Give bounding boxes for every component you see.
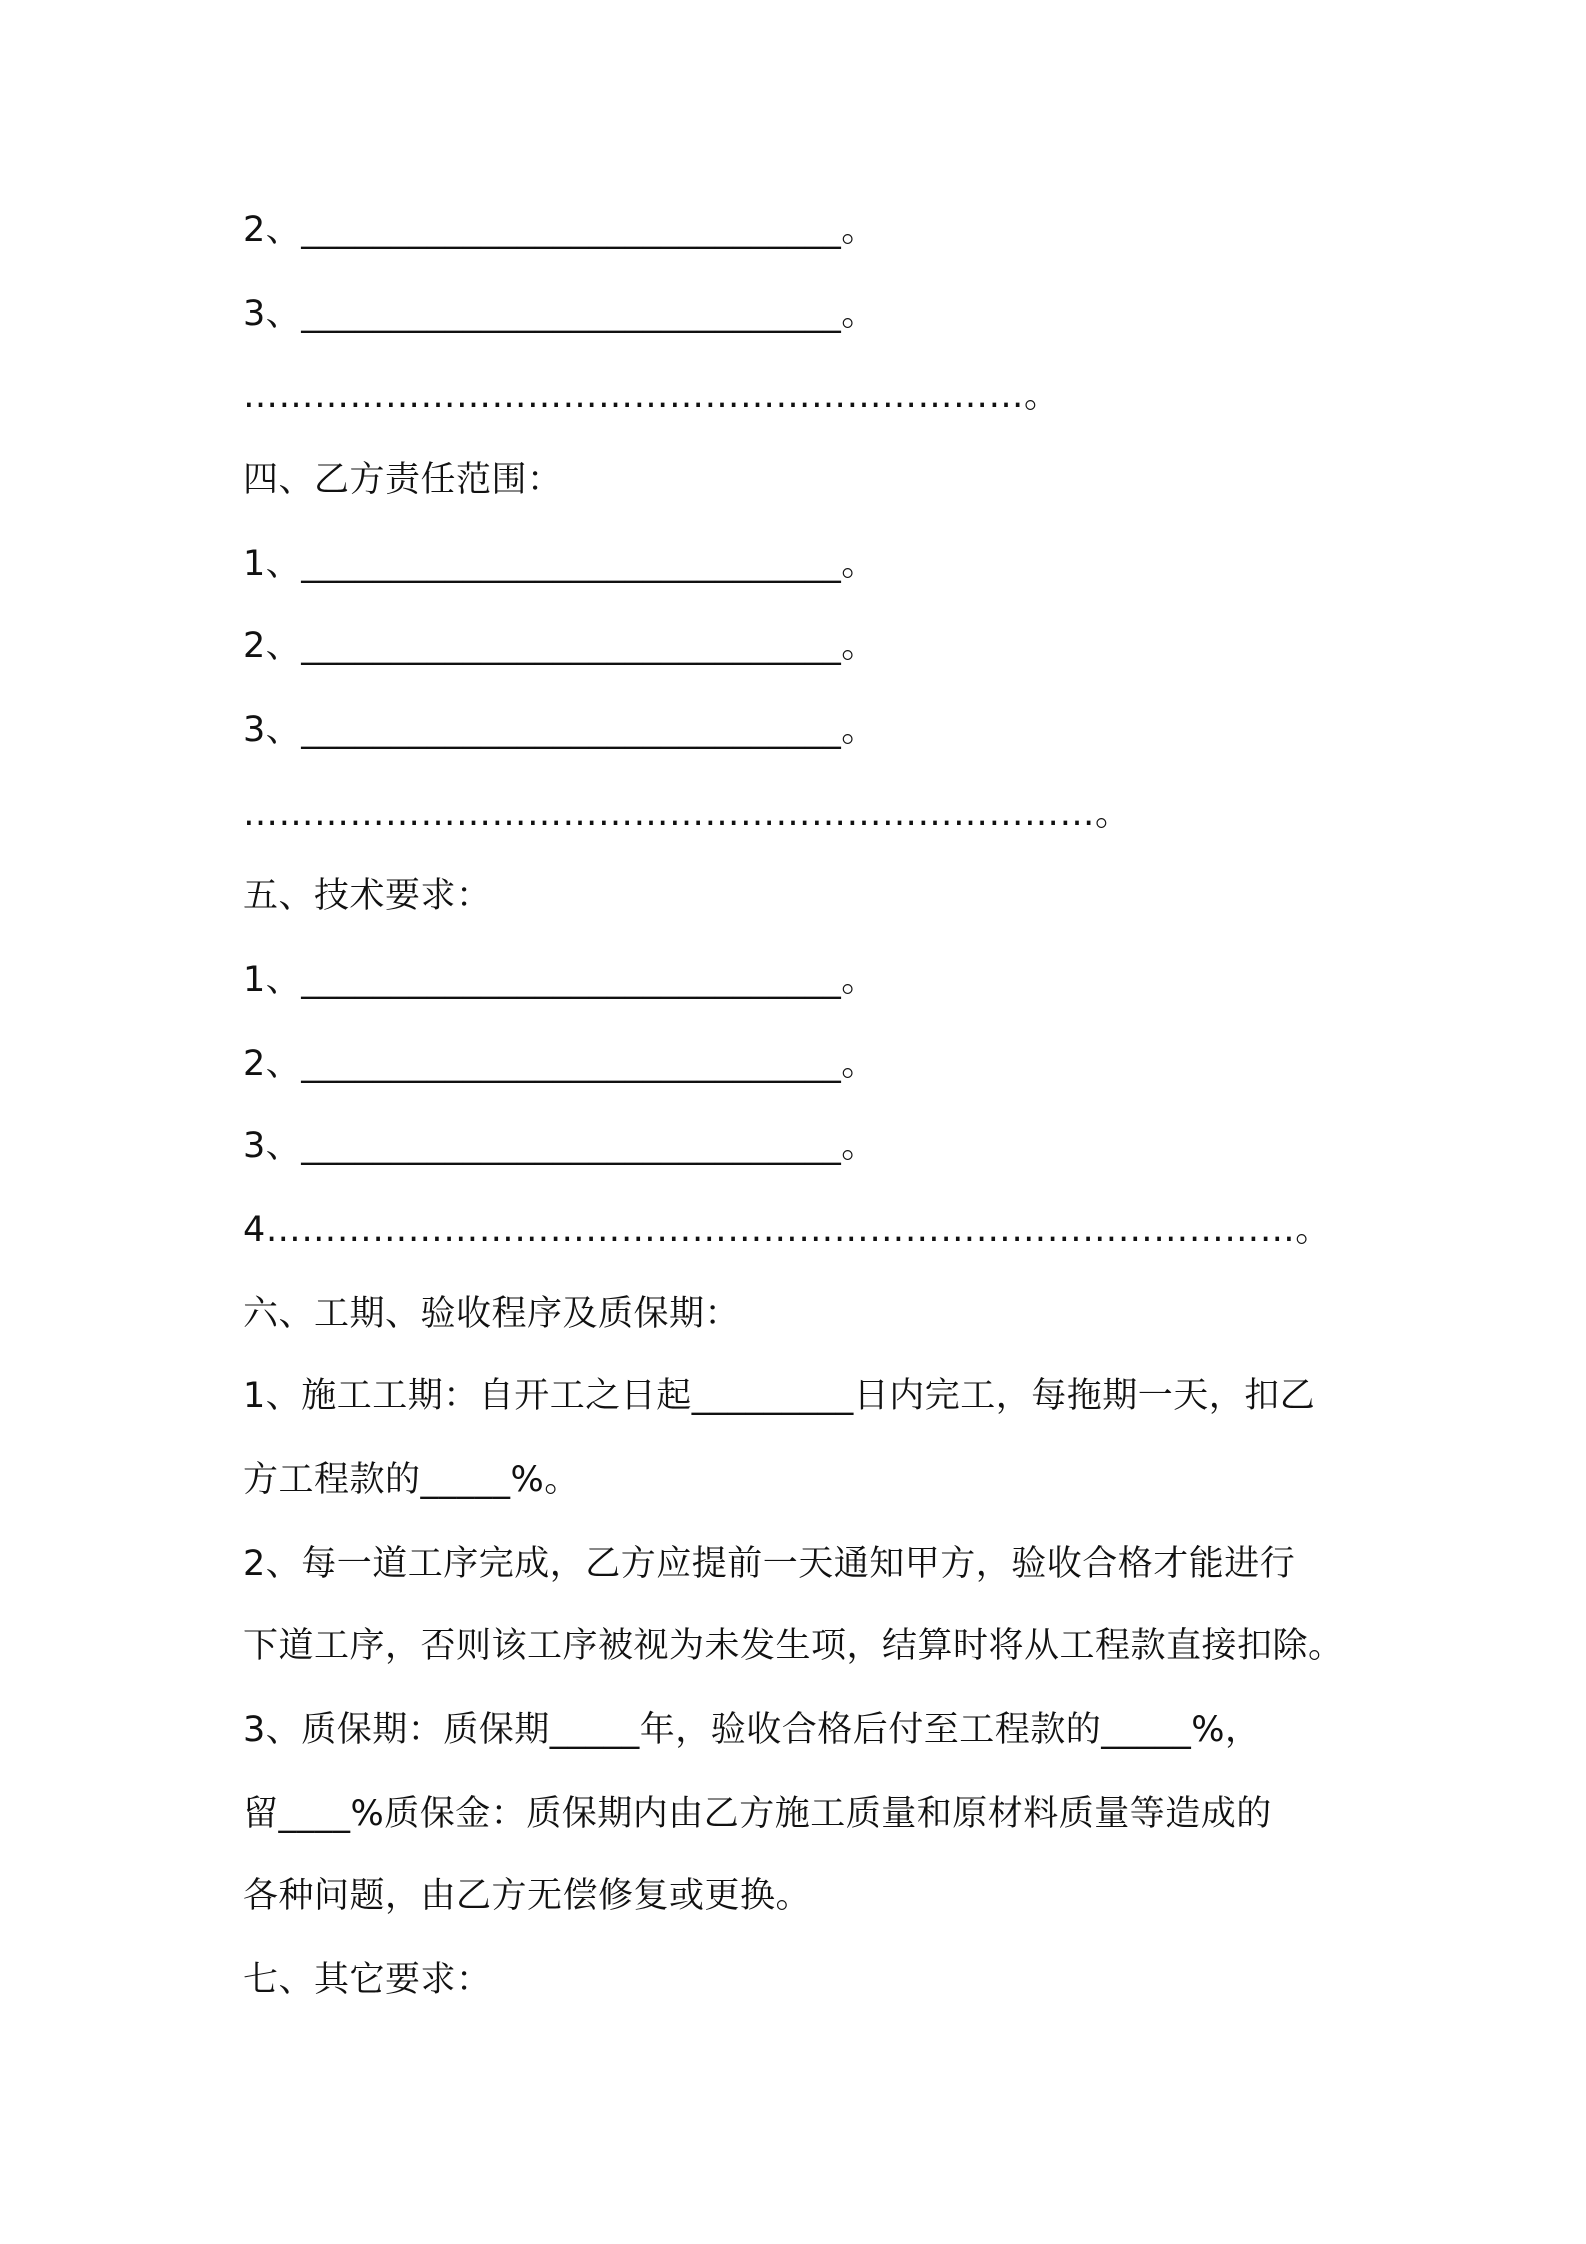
section-5-heading: 五、技术要求：	[243, 876, 492, 916]
item-5-3-line: 3、______________________________。	[243, 1126, 877, 1166]
item-5-4-ellipsis: 4……………………………………………………………………………。	[243, 1210, 1331, 1250]
clause-6-1-line-2: 方工程款的_____%。	[243, 1460, 580, 1500]
clause-6-3-line-2: 留____%质保金：质保期内由乙方施工质量和原材料质量等造成的	[243, 1794, 1272, 1834]
clause-6-2-line-2: 下道工序，否则该工序被视为未发生项，结算时将从工程款直接扣除。	[243, 1626, 1344, 1666]
clause-6-2-line-1: 2、每一道工序完成，乙方应提前一天通知甲方，验收合格才能进行	[243, 1544, 1296, 1584]
clause-6-3-line-3: 各种问题，由乙方无偿修复或更换。	[243, 1876, 812, 1916]
item-5-1-line: 1、______________________________。	[243, 960, 877, 1000]
section-4-heading: 四、乙方责任范围：	[243, 460, 563, 500]
clause-6-1-line-1: 1、施工工期：自开工之日起_________日内完工，每拖期一天，扣乙	[243, 1376, 1316, 1416]
section-6-heading: 六、工期、验收程序及质保期：	[243, 1294, 741, 1334]
clause-6-3-line-1: 3、质保期：质保期_____年，验收合格后付至工程款的_____%，	[243, 1710, 1261, 1750]
item-4-ellipsis: ………………………………………………………………。	[243, 794, 1131, 834]
item-3-ellipsis: …………………………………………………………。	[243, 376, 1060, 416]
item-4-1-line: 1、______________________________。	[243, 544, 877, 584]
item-4-3-line: 3、______________________________。	[243, 710, 877, 750]
item-4-2-line: 2、______________________________。	[243, 626, 877, 666]
item-3-3-line: 3、______________________________。	[243, 294, 877, 334]
item-3-2-line: 2、______________________________。	[243, 210, 877, 250]
item-5-2-line: 2、______________________________。	[243, 1044, 877, 1084]
section-7-heading: 七、其它要求：	[243, 1960, 492, 2000]
